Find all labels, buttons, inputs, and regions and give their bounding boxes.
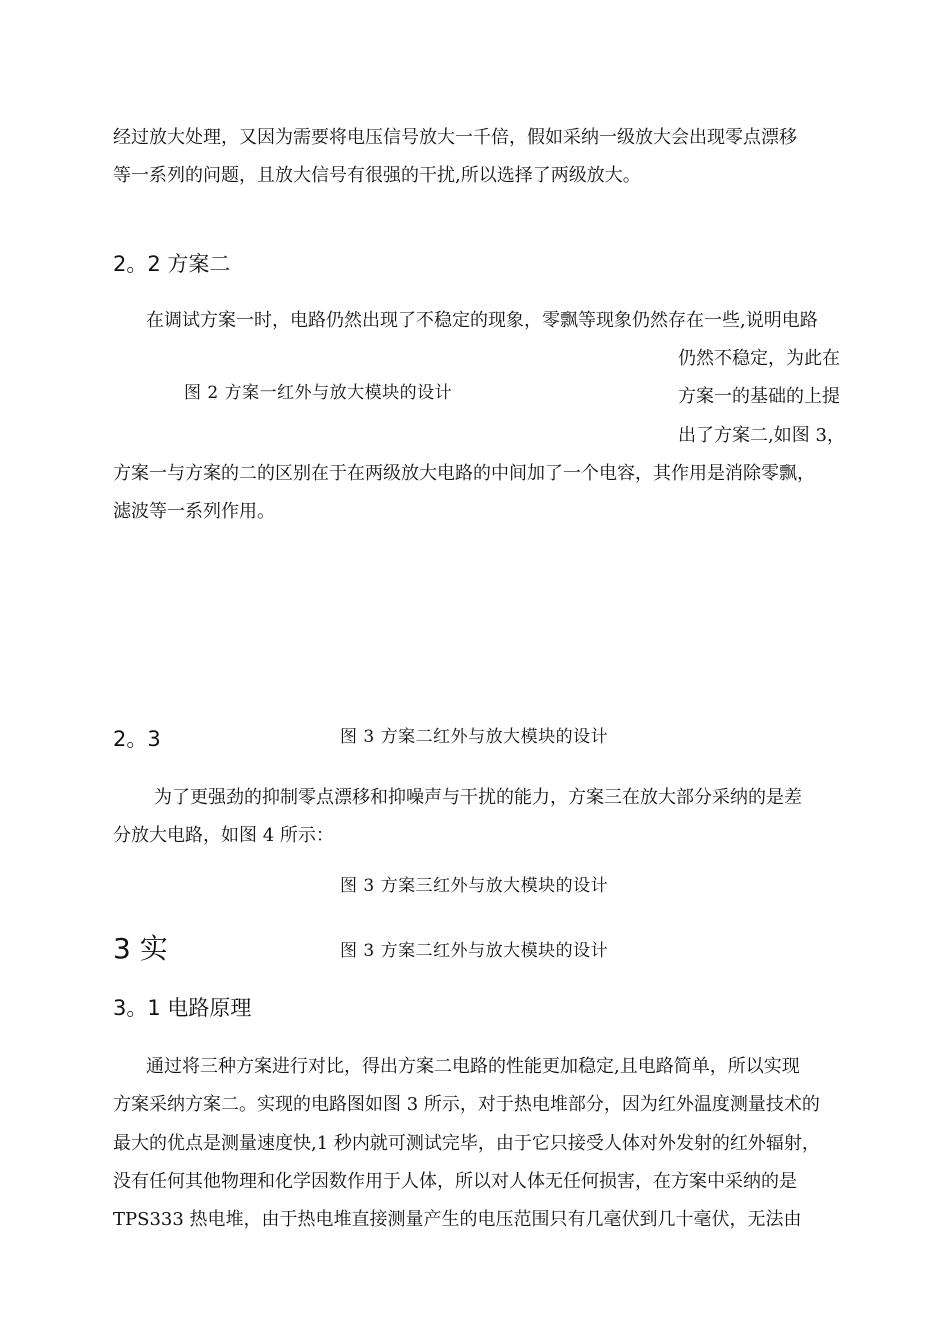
section-heading-3-1: 3。1 电路原理 bbox=[113, 996, 252, 1020]
paragraph-2-3-line-2: 分放大电路，如图 4 所示： bbox=[113, 825, 334, 846]
paragraph-2-2-line-2: 方案一与方案的二的区别在于在两级放大电路的中间加了一个电容，其作用是消除零飘， bbox=[113, 463, 815, 484]
paragraph-3-1-line-4: 没有任何其他物理和化学因数作用于人体，所以对人体无任何损害，在方案中采纳的是 bbox=[113, 1171, 797, 1192]
section-heading-2-3: 2。3 bbox=[113, 727, 161, 751]
figure-caption-3c: 图 3 方案二红外与放大模块的设计 bbox=[340, 941, 609, 961]
paragraph-2-2-side-3: 出了方案二,如图 3， bbox=[678, 425, 845, 446]
paragraph-2-2-line-3: 滤波等一系列作用。 bbox=[113, 501, 275, 522]
intro-line-1: 经过放大处理，又因为需要将电压信号放大一千倍，假如采纳一级放大会出现零点漂移 bbox=[113, 127, 797, 148]
paragraph-2-2-side-2: 方案一的基础的上提 bbox=[678, 386, 840, 407]
paragraph-3-1-line-1: 通过将三种方案进行对比，得出方案二电路的性能更加稳定,且电路简单，所以实现 bbox=[146, 1056, 800, 1077]
intro-line-2: 等一系列的问题，且放大信号有很强的干扰,所以选择了两级放大。 bbox=[113, 165, 641, 186]
figure-caption-2: 图 2 方案一红外与放大模块的设计 bbox=[184, 383, 453, 403]
paragraph-3-1-line-2: 方案采纳方案二。实现的电路图如图 3 所示，对于热电堆部分，因为红外温度测量技术的 bbox=[113, 1094, 820, 1115]
paragraph-3-1-line-5: TPS333 热电堆，由于热电堆直接测量产生的电压范围只有几毫伏到几十毫伏，无法由 bbox=[113, 1209, 802, 1230]
paragraph-2-2-line-1: 在调试方案一时，电路仍然出现了不稳定的现象，零飘等现象仍然存在一些,说明电路 bbox=[146, 310, 818, 331]
figure-caption-3a: 图 3 方案二红外与放大模块的设计 bbox=[340, 727, 609, 747]
paragraph-2-3-line-1: 为了更强劲的抑制零点漂移和抑噪声与干扰的能力，方案三在放大部分采纳的是差 bbox=[154, 787, 802, 808]
paragraph-3-1-line-3: 最大的优点是测量速度快,1 秒内就可测试完毕，由于它只接受人体对外发射的红外辐射， bbox=[113, 1133, 820, 1154]
figure-caption-3b: 图 3 方案三红外与放大模块的设计 bbox=[340, 876, 609, 896]
section-heading-3: 3 实 bbox=[113, 932, 168, 965]
paragraph-2-2-side-1: 仍然不稳定，为此在 bbox=[678, 348, 840, 369]
section-heading-2-2: 2。2 方案二 bbox=[113, 252, 231, 276]
